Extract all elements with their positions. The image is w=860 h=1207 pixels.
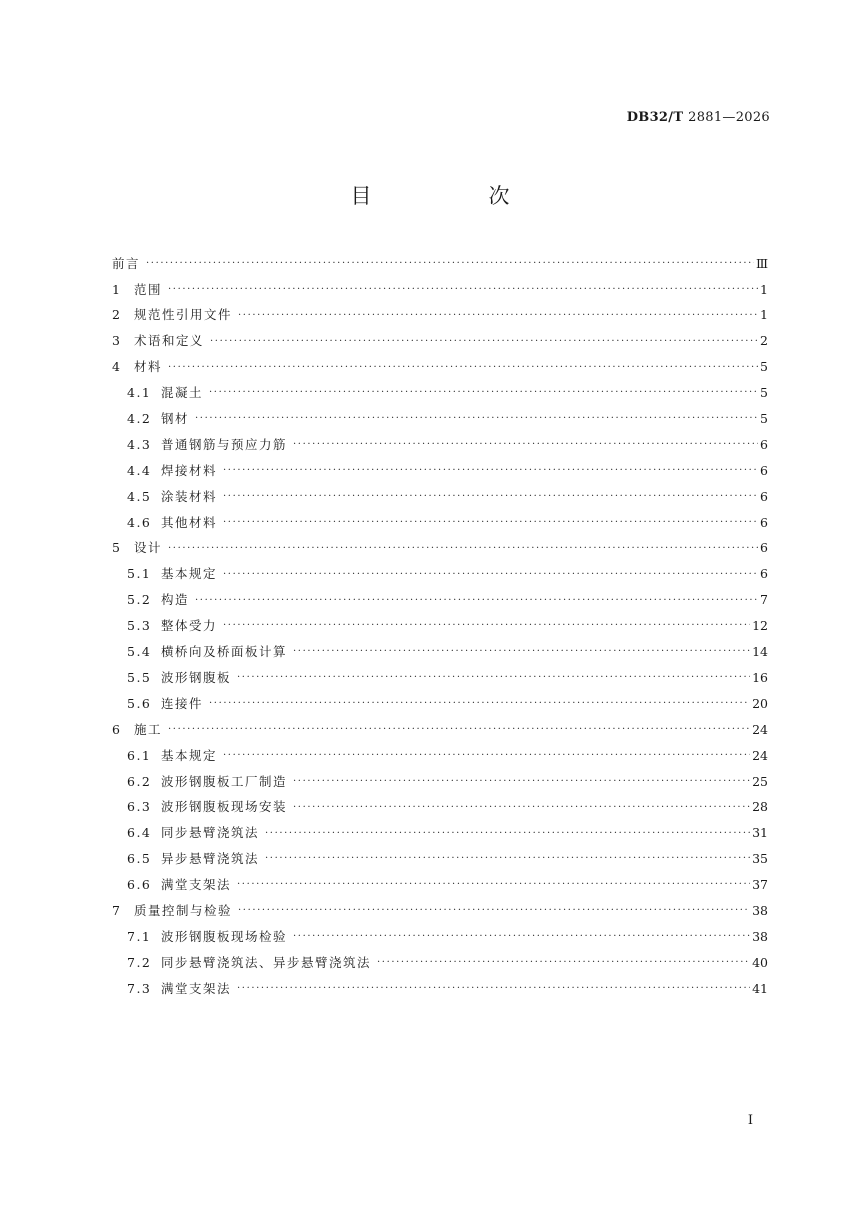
toc-section-number: 4.6 (127, 514, 152, 530)
toc-entry[interactable] (112, 821, 768, 847)
toc-entry-label: 范围 (134, 281, 163, 297)
toc-leader-dots (265, 829, 750, 839)
toc-entry-title (127, 488, 218, 504)
toc-section-number: 6.2 (127, 773, 152, 789)
toc-leader-dots (223, 751, 750, 761)
toc-leader-dots (223, 492, 758, 502)
toc-page-number: 40 (752, 954, 768, 970)
table-of-contents (112, 251, 768, 1002)
toc-leader-dots (377, 958, 750, 968)
toc-entry-label: 波形钢腹板现场安装 (161, 799, 288, 815)
toc-section-number: 6.5 (127, 851, 152, 867)
toc-entry-label: 整体受力 (161, 618, 218, 634)
toc-entry[interactable] (112, 588, 768, 614)
toc-leader-dots (293, 647, 750, 657)
toc-entry-label: 涂装材料 (161, 488, 218, 504)
toc-entry-title (127, 387, 203, 400)
toc-entry-title (127, 620, 217, 633)
toc-section-number: 5.6 (127, 695, 152, 711)
toc-entry-label: 材料 (134, 359, 163, 375)
toc-entry-title (112, 255, 141, 271)
toc-entry-title (127, 413, 189, 426)
toc-leader-dots (146, 259, 754, 269)
toc-section-number: 6.4 (127, 825, 152, 841)
toc-leader-dots (237, 880, 750, 890)
toc-entry[interactable] (112, 536, 768, 562)
toc-entry[interactable] (112, 872, 768, 898)
toc-entry-label: 异步悬臂浇筑法 (161, 851, 260, 867)
toc-entry-title (127, 853, 259, 866)
toc-leader-dots (168, 363, 758, 373)
toc-page-number: 2 (760, 333, 768, 349)
toc-page-number: 38 (752, 928, 768, 944)
toc-leader-dots (223, 621, 750, 631)
toc-entry-label: 基本规定 (161, 566, 218, 582)
toc-entry-label: 施工 (134, 721, 163, 737)
toc-entry[interactable] (112, 355, 768, 381)
toc-entry[interactable] (112, 743, 768, 769)
toc-entry-label: 同步悬臂浇筑法、异步悬臂浇筑法 (161, 954, 372, 970)
toc-entry-label: 普通钢筋与预应力筋 (161, 436, 288, 452)
toc-page-number: 31 (752, 825, 768, 841)
toc-section-number: 5 (112, 540, 122, 556)
toc-entry-label: 前言 (112, 255, 141, 271)
toc-page-number: 35 (752, 851, 768, 867)
toc-section-number: 6 (112, 721, 122, 737)
toc-entry[interactable] (112, 846, 768, 872)
toc-entry-title (127, 801, 287, 814)
toc-entry[interactable] (112, 795, 768, 821)
toc-page-number: 5 (760, 411, 768, 427)
toc-page-number: 37 (752, 877, 768, 893)
toc-entry-title (127, 594, 189, 607)
toc-leader-dots (168, 544, 758, 554)
toc-entry-title (112, 309, 232, 322)
toc-entry[interactable] (112, 898, 768, 924)
toc-page-number: 38 (752, 902, 768, 918)
toc-page-number: 25 (752, 773, 768, 789)
toc-leader-dots (293, 777, 750, 787)
toc-leader-dots (168, 725, 750, 735)
toc-entry[interactable] (112, 484, 768, 510)
toc-page-number: 41 (752, 980, 768, 996)
toc-entry[interactable] (112, 303, 768, 329)
toc-page-number: 6 (760, 514, 768, 530)
toc-entry[interactable] (112, 769, 768, 795)
page-number: I (747, 1113, 753, 1128)
toc-entry[interactable] (112, 691, 768, 717)
toc-section-number: 7.3 (127, 980, 152, 996)
toc-section-number: 7.2 (127, 954, 152, 970)
toc-section-number: 2 (112, 307, 122, 323)
toc-entry[interactable] (112, 458, 768, 484)
toc-entry[interactable] (112, 639, 768, 665)
toc-leader-dots (293, 932, 750, 942)
toc-entry-title (127, 928, 288, 944)
toc-section-number: 5.3 (127, 618, 152, 634)
toc-leader-dots (223, 518, 758, 528)
toc-section-number: 7 (112, 902, 122, 918)
toc-section-number: 4 (112, 359, 122, 375)
toc-leader-dots (168, 285, 758, 295)
toc-leader-dots (238, 311, 758, 321)
toc-leader-dots (209, 699, 750, 709)
toc-entry-title (127, 568, 217, 581)
toc-entry-title (127, 879, 231, 892)
toc-page-number: 5 (760, 385, 768, 401)
toc-entry[interactable] (112, 251, 768, 277)
toc-leader-dots (195, 596, 758, 606)
toc-section-number: 6.1 (127, 747, 152, 763)
toc-entry-label: 横桥向及桥面板计算 (161, 644, 288, 660)
toc-leader-dots (223, 570, 758, 580)
toc-page-number: 6 (760, 436, 768, 452)
toc-entry[interactable] (112, 277, 768, 303)
toc-entry-label: 质量控制与检验 (134, 902, 233, 918)
toc-entry-title (112, 542, 162, 555)
toc-entry[interactable] (112, 432, 768, 458)
toc-page-number: 6 (760, 566, 768, 582)
toc-leader-dots (223, 466, 758, 476)
toc-leader-dots (265, 854, 750, 864)
toc-leader-dots (238, 906, 750, 916)
toc-section-number: 7.1 (127, 928, 152, 944)
toc-leader-dots (293, 803, 750, 813)
toc-entry[interactable] (112, 950, 768, 976)
toc-section-number: 6.3 (127, 799, 152, 815)
toc-section-number: 1 (112, 281, 122, 297)
toc-entry-label: 钢材 (161, 411, 190, 427)
toc-page-number: 28 (752, 799, 768, 815)
toc-entry-label: 混凝土 (161, 385, 204, 401)
toc-section-number: 5.4 (127, 644, 152, 660)
toc-entry-label: 设计 (134, 540, 163, 556)
toc-entry-label: 连接件 (161, 695, 204, 711)
toc-leader-dots (293, 440, 758, 450)
toc-entry-title (127, 646, 287, 659)
toc-leader-dots (210, 337, 758, 347)
toc-entry-title (112, 902, 233, 918)
toc-page-number: 1 (760, 307, 768, 323)
toc-entry[interactable] (112, 380, 768, 406)
toc-entry[interactable] (112, 665, 768, 691)
toc-title: 目 次 (350, 184, 558, 208)
toc-leader-dots (209, 388, 758, 398)
toc-entry-label: 规范性引用文件 (134, 307, 233, 323)
toc-page-number: 1 (760, 281, 768, 297)
toc-page-number: 12 (752, 618, 768, 634)
toc-page-number: 16 (752, 669, 768, 685)
toc-page-number: 5 (760, 359, 768, 375)
toc-section-number: 6.6 (127, 877, 152, 893)
toc-entry-title (127, 514, 218, 530)
toc-leader-dots (195, 414, 758, 424)
toc-entry-label: 波形钢腹板工厂制造 (161, 773, 288, 789)
toc-entry-title (127, 980, 232, 996)
toc-page-number: 6 (760, 488, 768, 504)
toc-page-number: 14 (752, 644, 768, 660)
toc-entry-title (112, 281, 163, 297)
toc-entry[interactable] (112, 924, 768, 950)
toc-entry[interactable] (112, 406, 768, 432)
toc-entry-label: 满堂支架法 (161, 877, 232, 893)
toc-entry-title (127, 436, 288, 452)
toc-section-number: 4.1 (127, 385, 152, 401)
toc-entry[interactable] (112, 510, 768, 536)
toc-entry-label: 波形钢腹板 (161, 669, 232, 685)
toc-section-number: 5.1 (127, 566, 152, 582)
toc-entry-title (127, 462, 218, 478)
toc-entry-title (127, 669, 232, 685)
toc-section-number: 3 (112, 333, 122, 349)
toc-entry-title (127, 695, 204, 711)
toc-entry[interactable] (112, 613, 768, 639)
toc-entry-label: 同步悬臂浇筑法 (161, 825, 260, 841)
toc-leader-dots (237, 673, 750, 683)
toc-entry[interactable] (112, 717, 768, 743)
toc-entry-title (127, 747, 218, 763)
toc-section-number: 5.2 (127, 592, 152, 608)
toc-page-number: 24 (752, 747, 768, 763)
toc-entry-label: 术语和定义 (134, 333, 205, 349)
toc-entry-title (112, 335, 204, 348)
toc-section-number: 4.2 (127, 411, 152, 427)
toc-page-number: 24 (752, 721, 768, 737)
toc-entry-title (127, 827, 259, 840)
toc-page-number: 6 (760, 540, 768, 556)
toc-page-number: 6 (760, 462, 768, 478)
toc-entry[interactable] (112, 562, 768, 588)
toc-entry-label: 波形钢腹板现场检验 (161, 928, 288, 944)
toc-entry-label: 焊接材料 (161, 462, 218, 478)
toc-entry-label: 满堂支架法 (161, 980, 232, 996)
toc-entry-label: 构造 (161, 592, 190, 608)
toc-entry-label: 其他材料 (161, 514, 218, 530)
document-code-number: 2881—2026 (688, 110, 770, 125)
toc-entry-title (112, 721, 163, 737)
document-code-prefix: DB32/T (626, 110, 684, 125)
toc-page-number: Ⅲ (755, 255, 768, 271)
toc-entry-title (127, 773, 288, 789)
toc-entry[interactable] (112, 329, 768, 355)
toc-entry-label: 基本规定 (161, 747, 218, 763)
toc-leader-dots (237, 984, 750, 994)
toc-page-number: 20 (752, 695, 768, 711)
toc-entry[interactable] (112, 976, 768, 1002)
toc-section-number: 4.5 (127, 488, 152, 504)
document-code (627, 110, 770, 125)
toc-section-number: 4.3 (127, 436, 152, 452)
toc-section-number: 4.4 (127, 462, 152, 478)
toc-page-number: 7 (760, 592, 768, 608)
toc-entry-title (127, 954, 372, 970)
toc-entry-title (112, 361, 162, 374)
toc-section-number: 5.5 (127, 669, 152, 685)
